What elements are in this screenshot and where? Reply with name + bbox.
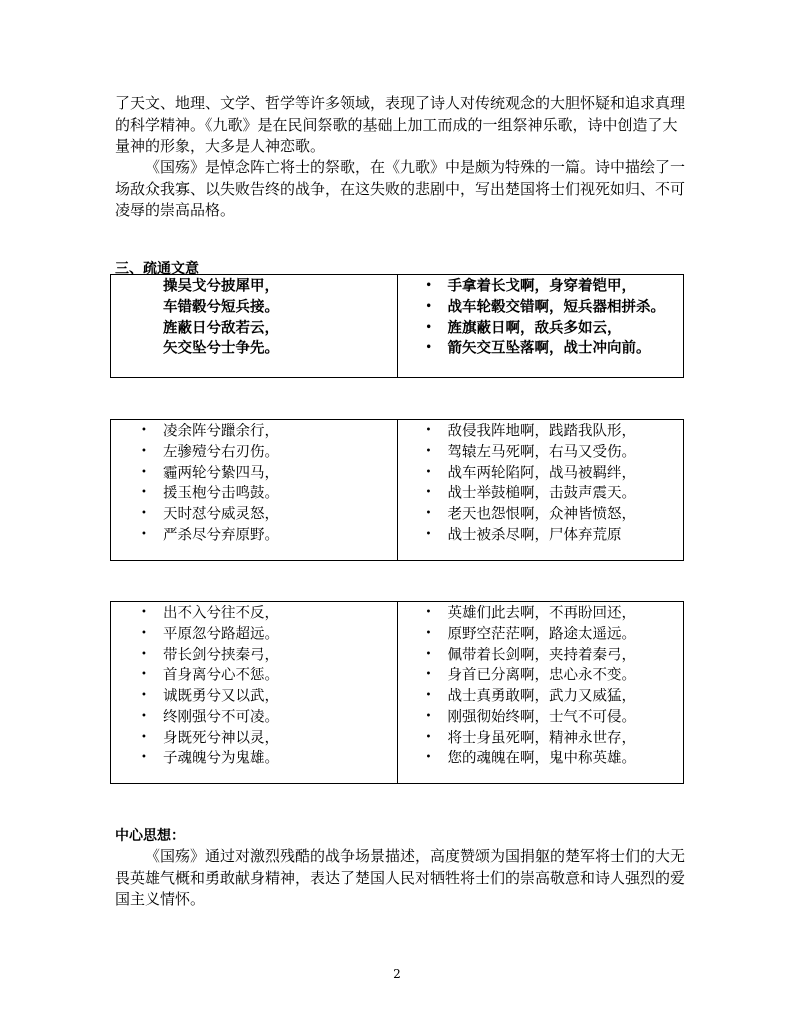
bullet-icon: •: [425, 710, 432, 722]
verse-text: 操吴戈兮披犀甲，: [163, 277, 279, 295]
verse-line: [398, 603, 684, 624]
verse-text: 战士被杀尽啊，尸体弃荒原: [447, 527, 622, 543]
verse-text: 战士举鼓槌啊，击鼓声震天。: [447, 485, 636, 502]
verse-line: [111, 707, 397, 728]
verse-line: [398, 318, 684, 339]
verse-line: [111, 645, 397, 666]
verse-text: 终刚强兮不可凌。: [163, 709, 279, 725]
verse-line: [398, 624, 684, 645]
original-text-column: [111, 420, 398, 560]
bullet-icon: •: [141, 528, 147, 540]
verse-line: [398, 645, 684, 666]
original-text-column: [111, 275, 398, 377]
intro-paragraph-1: 了天文、地理、文学、哲学等许多领域，表现了诗人对传统观念的大胆怀疑和追求真理的科学精神。《九歌》是在民间祭歌的基础上加工而成的一组祭神乐歌，诗中创造了大量神的形象，大多是人神恋歌。: [115, 94, 686, 155]
verse-text: 原野空茫茫啊，路途太遥远。: [447, 626, 636, 642]
verse-text: 天时怼兮威灵怒，: [163, 506, 279, 523]
verse-line: [111, 665, 397, 686]
verse-line: [398, 665, 684, 686]
bullet-icon: •: [425, 466, 432, 478]
verse-text: 身既死兮神以灵，: [163, 729, 279, 746]
verse-text: 车错毂兮短兵接。: [163, 298, 279, 315]
verse-text: 平原忽兮路超远。: [163, 626, 279, 642]
verse-line: [111, 728, 397, 749]
bullet-icon: •: [425, 445, 432, 457]
verse-text: 敌侵我阵地啊，践踏我队形，: [447, 423, 636, 440]
bullet-icon: •: [141, 425, 147, 436]
bullet-icon: •: [425, 627, 432, 639]
translation-table-1: [110, 274, 684, 378]
translation-column: [398, 602, 684, 783]
bullet-icon: •: [141, 731, 147, 743]
bullet-icon: •: [141, 607, 147, 618]
verse-text: 诚既勇兮又以武，: [163, 688, 279, 705]
bullet-icon: •: [425, 508, 432, 519]
translation-column: [398, 420, 684, 560]
translation-column: [398, 275, 684, 377]
verse-line: [398, 297, 684, 318]
verse-line: [111, 748, 397, 769]
verse-line: [111, 318, 397, 339]
bullet-icon: •: [425, 731, 432, 743]
verse-text: 手拿着长戈啊，身穿着铠甲，: [447, 277, 636, 295]
bullet-icon: •: [425, 528, 432, 540]
verse-text: 您的魂魄在啊，鬼中称英雄。: [447, 750, 636, 767]
verse-text: 刚强彻始终啊，士气不可侵。: [447, 709, 636, 725]
bullet-icon: •: [141, 690, 147, 701]
bullet-icon: •: [141, 508, 147, 519]
bullet-icon: •: [425, 342, 432, 354]
verse-line: [111, 504, 397, 525]
verse-line: [398, 338, 684, 359]
verse-text: 将士身虽死啊，精神永世存，: [447, 729, 636, 746]
bullet-icon: •: [141, 466, 147, 478]
verse-line: [398, 421, 684, 442]
verse-line: [398, 442, 684, 463]
verse-line: [398, 728, 684, 749]
verse-text: 矢交坠兮士争先。: [163, 339, 279, 357]
original-text-column: [111, 602, 398, 783]
verse-text: 战车轮毂交错啊，短兵器相拼杀。: [447, 298, 665, 315]
section-heading: 三、疏通文意: [115, 261, 199, 277]
bullet-icon: •: [425, 669, 432, 681]
verse-text: 战士真勇敢啊，武力又威猛，: [447, 688, 636, 705]
verse-text: 霾两轮兮絷四马，: [163, 464, 279, 481]
verse-line: [398, 525, 684, 546]
verse-text: 旌旗蔽日啊，敌兵多如云，: [447, 318, 622, 336]
verse-text: 左骖殪兮右刃伤。: [163, 444, 279, 460]
verse-text: 身首已分离啊，忠心永不变。: [447, 667, 636, 684]
verse-text: 旌蔽日兮敌若云，: [163, 318, 279, 336]
bullet-icon: •: [141, 648, 147, 660]
verse-line: [398, 686, 684, 707]
verse-line: [111, 338, 397, 359]
verse-text: 驾辕左马死啊，右马又受伤。: [447, 444, 636, 460]
bullet-icon: •: [141, 752, 147, 764]
bullet-icon: •: [425, 280, 432, 291]
verse-text: 战车两轮陷阿，战马被羁绊，: [447, 464, 636, 481]
bullet-icon: •: [425, 300, 432, 312]
bullet-icon: •: [141, 487, 147, 499]
verse-line: [111, 603, 397, 624]
verse-line: [398, 483, 684, 504]
verse-text: 严杀尽兮弃原野。: [163, 527, 279, 543]
bullet-icon: •: [141, 445, 147, 457]
verse-text: 老天也怨恨啊，众神皆愤怒，: [447, 506, 636, 523]
center-idea-text: 《国殇》通过对激烈残酷的战争场景描述，高度赞颂为国捐躯的楚军将士们的大无畏英雄气概和勇敢献身精神，表达了楚国人民对牺牲将士们的崇高敬意和诗人强烈的爱国主义情怀。: [115, 847, 686, 908]
verse-line: [111, 421, 397, 442]
bullet-icon: •: [141, 627, 147, 639]
bullet-icon: •: [425, 607, 432, 618]
verse-line: [398, 707, 684, 728]
verse-text: 首身离兮心不惩。: [163, 667, 279, 684]
bullet-icon: •: [425, 752, 432, 764]
verse-text: 凌余阵兮躐余行，: [163, 423, 279, 440]
verse-line: [111, 442, 397, 463]
bullet-icon: •: [141, 669, 147, 681]
center-idea-heading: 中心思想：: [115, 828, 185, 844]
verse-text: 英雄们此去啊，不再盼回还，: [447, 605, 636, 622]
verse-line: [398, 276, 684, 297]
bullet-icon: •: [425, 648, 432, 660]
bullet-icon: •: [425, 425, 432, 436]
intro-paragraph-2: 《国殇》是悼念阵亡将士的祭歌，在《九歌》中是颇为特殊的一篇。诗中描绘了一场敌众我寡、以失败告终的战争，在这失败的悲剧中，写出楚国将士们视死如归、不可凌辱的崇高品格。: [115, 158, 686, 219]
verse-line: [398, 748, 684, 769]
bullet-icon: •: [425, 321, 432, 333]
bullet-icon: •: [141, 710, 147, 722]
translation-table-3: [110, 601, 684, 784]
verse-text: 带长剑兮挟秦弓，: [163, 646, 279, 663]
verse-line: [111, 686, 397, 707]
verse-line: [111, 276, 397, 297]
translation-table-2: [110, 419, 684, 561]
verse-line: [111, 297, 397, 318]
verse-line: [111, 525, 397, 546]
bullet-icon: •: [425, 690, 432, 701]
verse-text: 援玉枹兮击鸣鼓。: [163, 485, 279, 502]
page-number: 2: [393, 967, 401, 981]
bullet-icon: •: [425, 487, 432, 499]
verse-text: 箭矢交互坠落啊，战士冲向前。: [447, 339, 651, 357]
verse-line: [398, 504, 684, 525]
verse-text: 子魂魄兮为鬼雄。: [163, 750, 279, 767]
verse-line: [111, 483, 397, 504]
verse-text: 佩带着长剑啊，夹持着秦弓，: [447, 646, 636, 663]
verse-line: [111, 463, 397, 484]
verse-line: [111, 624, 397, 645]
verse-line: [398, 463, 684, 484]
verse-text: 出不入兮往不反，: [163, 605, 279, 622]
